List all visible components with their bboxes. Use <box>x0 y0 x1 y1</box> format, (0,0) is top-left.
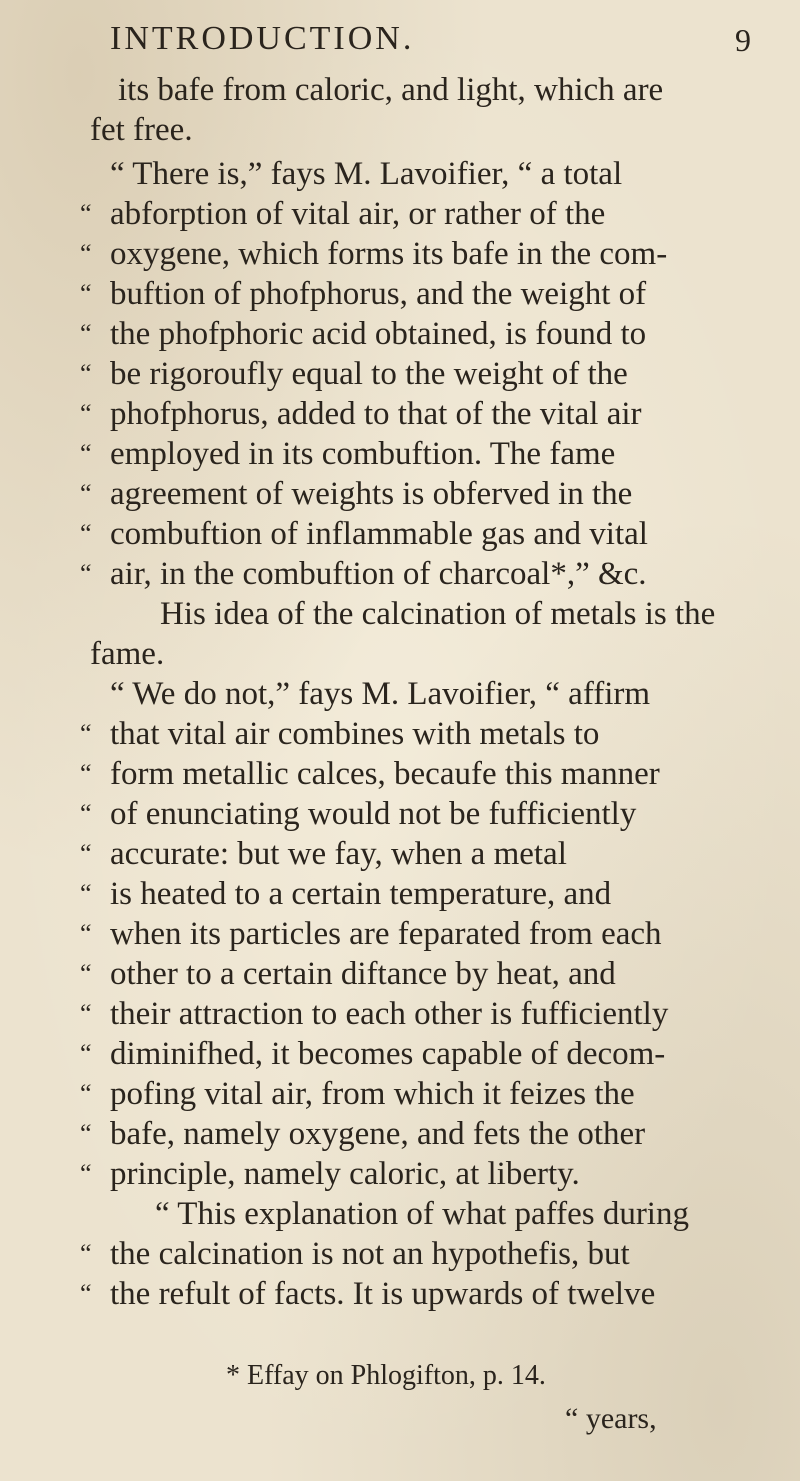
quote-mark: “ <box>80 239 92 268</box>
quote-mark: “ <box>80 1079 92 1108</box>
line-text: agreement of weights is obferved in the <box>110 476 633 512</box>
line-text: is heated to a certain temperature, and <box>110 876 612 912</box>
text-line <box>0 834 800 874</box>
text-line <box>0 1234 800 1274</box>
text-line <box>0 634 800 674</box>
text-line <box>0 554 800 594</box>
line-text: fet free. <box>90 112 193 148</box>
line-text: accurate: but we fay, when a metal <box>110 836 567 872</box>
text-line <box>0 194 800 234</box>
quote-mark: “ <box>80 1279 92 1308</box>
quote-mark: “ <box>80 959 92 988</box>
text-line <box>0 794 800 834</box>
text-line <box>0 874 800 914</box>
line-text: diminifhed, it becomes capable of decom- <box>110 1036 666 1072</box>
line-text: “ This explanation of what paffes during <box>155 1196 689 1232</box>
line-text: abforption of vital air, or rather of the <box>110 196 606 232</box>
text-line <box>0 314 800 354</box>
text-line <box>0 594 800 634</box>
line-text: employed in its combuftion. The fame <box>110 436 616 472</box>
line-text: His idea of the calcination of metals is the <box>160 596 716 632</box>
quote-mark: “ <box>80 1119 92 1148</box>
quote-mark: “ <box>80 359 92 388</box>
quote-mark: “ <box>80 199 92 228</box>
quote-mark: “ <box>80 719 92 748</box>
line-text: when its particles are feparated from each <box>110 916 662 952</box>
line-text: combuftion of inflammable gas and vital <box>110 516 648 552</box>
line-text: the phofphoric acid obtained, is found to <box>110 316 647 352</box>
line-text: bafe, namely oxygene, and fets the other <box>110 1116 646 1152</box>
text-line <box>0 754 800 794</box>
quote-mark: “ <box>80 879 92 908</box>
line-text: the refult of facts. It is upwards of twelve <box>110 1276 656 1312</box>
text-line <box>0 514 800 554</box>
quote-mark: “ <box>80 1239 92 1268</box>
text-line <box>0 1074 800 1114</box>
text-line <box>0 1034 800 1074</box>
text-line <box>0 394 800 434</box>
text-line <box>0 674 800 714</box>
line-text: other to a certain diftance by heat, and <box>110 956 616 992</box>
quote-mark: “ <box>80 519 92 548</box>
line-text: the calcination is not an hypothefis, but <box>110 1236 630 1272</box>
text-line <box>0 954 800 994</box>
text-line <box>0 914 800 954</box>
text-line <box>0 354 800 394</box>
text-line <box>0 234 800 274</box>
running-title: INTRODUCTION. <box>110 20 415 57</box>
text-line <box>0 714 800 754</box>
text-line <box>0 274 800 314</box>
text-line <box>0 1274 800 1314</box>
text-line <box>0 434 800 474</box>
quote-mark: “ <box>80 479 92 508</box>
quote-mark: “ <box>80 1039 92 1068</box>
line-text: its bafe from caloric, and light, which are <box>118 72 664 108</box>
text-line <box>0 1114 800 1154</box>
quote-mark: “ <box>80 439 92 468</box>
line-text: fame. <box>90 636 165 672</box>
text-line <box>0 1194 800 1234</box>
running-head <box>0 20 800 64</box>
line-text: oxygene, which forms its bafe in the com- <box>110 236 668 272</box>
quote-mark: “ <box>80 1159 92 1188</box>
text-line <box>0 110 800 150</box>
quote-mark: “ <box>80 319 92 348</box>
quote-mark: “ <box>80 559 92 588</box>
footnote: * Effay on Phlogifton, p. 14. <box>226 1360 546 1391</box>
page-number: 9 <box>735 22 751 58</box>
line-text: “ There is,” fays M. Lavoifier, “ a total <box>110 156 623 192</box>
quote-mark: “ <box>80 759 92 788</box>
quote-mark: “ <box>80 799 92 828</box>
catchword: “ years, <box>565 1402 657 1435</box>
quote-mark: “ <box>80 279 92 308</box>
line-text: that vital air combines with metals to <box>110 716 600 752</box>
text-line <box>0 70 800 110</box>
text-line <box>0 154 800 194</box>
text-line <box>0 994 800 1034</box>
quote-mark: “ <box>80 919 92 948</box>
line-text: their attraction to each other is fufficiently <box>110 996 669 1032</box>
quote-mark: “ <box>80 839 92 868</box>
quote-mark: “ <box>80 999 92 1028</box>
line-text: be rigoroufly equal to the weight of the <box>110 356 628 392</box>
text-line <box>0 474 800 514</box>
line-text: of enunciating would not be fufficiently <box>110 796 637 832</box>
text-line <box>0 1154 800 1194</box>
line-text: buftion of phofphorus, and the weight of <box>110 276 647 312</box>
line-text: phofphorus, added to that of the vital air <box>110 396 642 432</box>
line-text: pofing vital air, from which it feizes the <box>110 1076 635 1112</box>
quote-mark: “ <box>80 399 92 428</box>
line-text: air, in the combuftion of charcoal*,” &c. <box>110 556 647 592</box>
line-text: form metallic calces, becaufe this manner <box>110 756 660 792</box>
line-text: “ We do not,” fays M. Lavoifier, “ affirm <box>110 676 651 712</box>
line-text: principle, namely caloric, at liberty. <box>110 1156 580 1192</box>
